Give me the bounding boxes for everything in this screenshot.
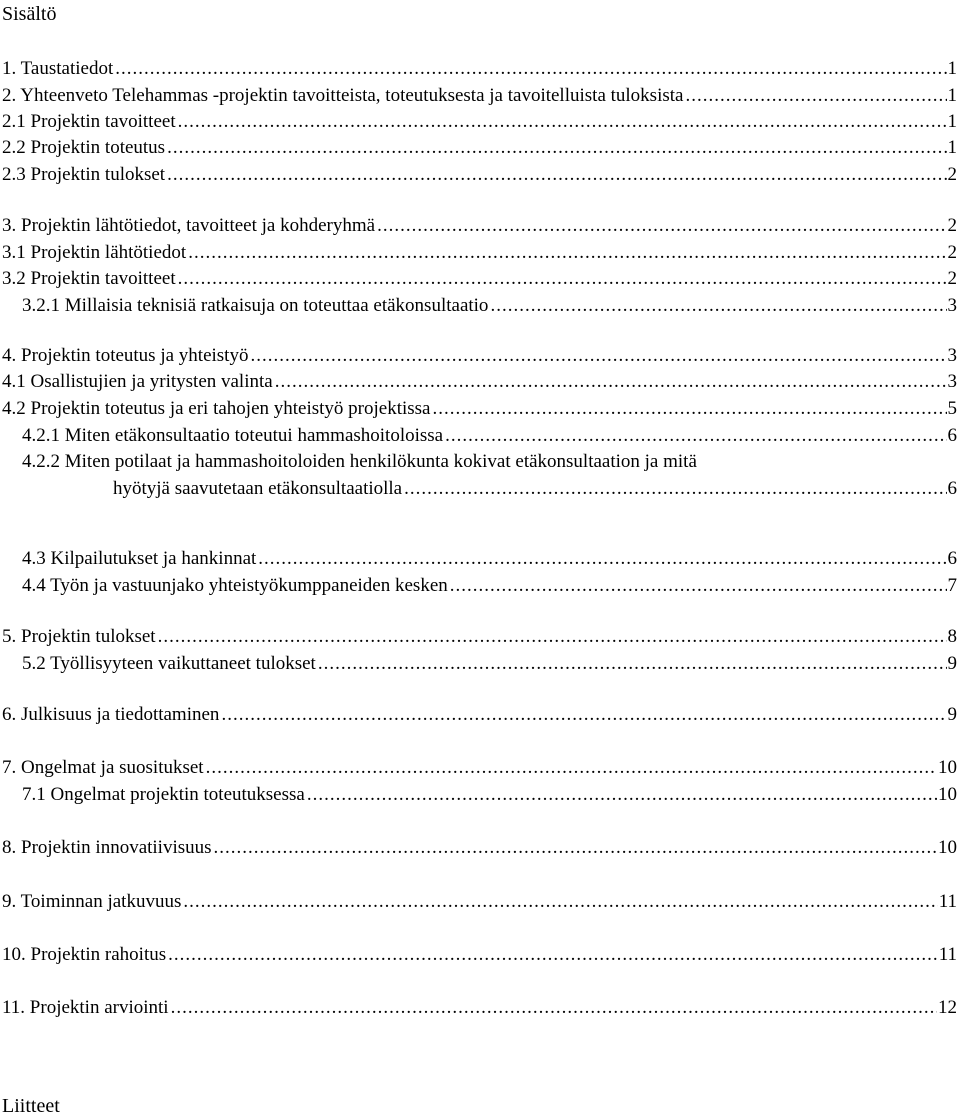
toc-entry-title: 3.2.1 Millaisia teknisiä ratkaisuja on toteuttaa etäkonsultaatio: [22, 295, 489, 316]
toc-entry-title: 4.2 Projektin toteutus ja eri tahojen yhteistyö projektissa: [2, 398, 431, 419]
toc-entry-title: 4.2.2 Miten potilaat ja hammashoitoloiden henkilökunta kokivat etäkonsultaation ja mitä: [22, 451, 697, 472]
toc-entry[interactable]: [2, 136, 957, 160]
dot-leader: [685, 84, 946, 108]
dot-leader: [490, 294, 946, 318]
toc-entry-page: 11: [938, 891, 957, 912]
toc-entry-page: 3: [947, 371, 957, 392]
toc-entry-title: 3. Projektin lähtötiedot, tavoitteet ja kohderyhmä: [2, 215, 376, 236]
toc-entry-page: 6: [947, 548, 957, 569]
toc-entry[interactable]: [2, 110, 957, 134]
dot-leader: [450, 574, 947, 598]
toc-entry-title: 1. Taustatiedot: [2, 58, 114, 79]
toc-entry[interactable]: [22, 783, 957, 807]
dot-leader: [167, 163, 946, 187]
toc-entry-page: 3: [947, 295, 957, 316]
dot-leader: [115, 57, 946, 81]
toc-entry[interactable]: [2, 163, 957, 187]
toc-entry-title: 9. Toiminnan jatkuvuus: [2, 891, 182, 912]
toc-entry-title: 10. Projektin rahoitus: [2, 944, 167, 965]
toc-entry-title: 8. Projektin innovatiivisuus: [2, 837, 212, 858]
toc-entry[interactable]: [22, 424, 957, 448]
dot-leader: [178, 267, 947, 291]
toc-entry[interactable]: [2, 703, 957, 727]
toc-entry[interactable]: [2, 344, 957, 368]
dot-leader: [168, 943, 938, 967]
toc-entry-page: 11: [938, 944, 957, 965]
toc-entry-title: 3.1 Projektin lähtötiedot: [2, 242, 187, 263]
toc-entry-page: 2: [947, 215, 957, 236]
dot-leader: [158, 625, 947, 649]
toc-entry-page: 9: [947, 653, 957, 674]
toc-entry-page: 1: [947, 111, 957, 132]
toc-entry[interactable]: [2, 267, 957, 291]
toc-entry[interactable]: [2, 756, 957, 780]
toc-entry-title: 5.2 Työllisyyteen vaikuttaneet tulokset: [22, 653, 316, 674]
dot-leader: [275, 370, 947, 394]
toc-entry-title: 11. Projektin arviointi: [2, 997, 169, 1018]
toc-entry-title: 4. Projektin toteutus ja yhteistyö: [2, 345, 249, 366]
toc-entry-page: 2: [947, 242, 957, 263]
dot-leader: [188, 241, 946, 265]
dot-leader: [404, 477, 946, 501]
dot-leader: [206, 756, 937, 780]
dot-leader: [171, 996, 937, 1020]
toc-entry[interactable]: [2, 943, 957, 967]
toc-entry-page: 10: [938, 784, 957, 805]
dot-leader: [221, 703, 946, 727]
toc-entry-title: 6. Julkisuus ja tiedottaminen: [2, 704, 220, 725]
toc-entry-page: 1: [947, 85, 957, 106]
dot-leader: [432, 397, 946, 421]
toc-entry-page: 9: [947, 704, 957, 725]
toc-entry-page: 2: [947, 164, 957, 185]
toc-entry-title: 2.3 Projektin tulokset: [2, 164, 166, 185]
toc-entry[interactable]: [2, 836, 957, 860]
toc-entry-title: 5. Projektin tulokset: [2, 626, 156, 647]
dot-leader: [377, 214, 946, 238]
toc-entry-page: 8: [947, 626, 957, 647]
toc-entry[interactable]: [2, 397, 957, 421]
toc-entry-page: 1: [947, 137, 957, 158]
toc-entry[interactable]: [2, 57, 957, 81]
dot-leader: [258, 547, 946, 571]
dot-leader: [178, 110, 947, 134]
toc-entry-page: 10: [938, 837, 957, 858]
toc-entry-page: 2: [947, 268, 957, 289]
toc-entry-title-continued: hyötyjä saavutetaan etäkonsultaatiolla: [113, 478, 403, 499]
toc-entry-title: 7. Ongelmat ja suositukset: [2, 757, 204, 778]
toc-entry[interactable]: [2, 890, 957, 914]
dot-leader: [183, 890, 937, 914]
toc-entry-page: 12: [938, 997, 957, 1018]
toc-entry-title: 4.3 Kilpailutukset ja hankinnat: [22, 548, 257, 569]
toc-entry[interactable]: [2, 84, 957, 108]
toc-entry[interactable]: [22, 574, 957, 598]
toc-entry-title: 2. Yhteenveto Telehammas -projektin tavoitteista, toteutuksesta ja tavoitelluista tuloksista: [2, 85, 684, 106]
dot-leader: [307, 783, 937, 807]
appendices-heading: Liitteet: [2, 1095, 60, 1117]
toc-entry-page: 5: [947, 398, 957, 419]
toc-entry[interactable]: [22, 652, 957, 676]
toc-entry[interactable]: [2, 241, 957, 265]
toc-entry-title: 2.1 Projektin tavoitteet: [2, 111, 176, 132]
toc-entry[interactable]: [22, 294, 957, 318]
toc-entry-title: 4.2.1 Miten etäkonsultaatio toteutui hammashoitoloissa: [22, 425, 444, 446]
toc-entry[interactable]: [2, 996, 957, 1020]
toc-entry-page: 3: [947, 345, 957, 366]
toc-entry-title: 3.2 Projektin tavoitteet: [2, 268, 176, 289]
dot-leader: [445, 424, 946, 448]
dot-leader: [214, 836, 937, 860]
toc-entry-title: 4.1 Osallistujien ja yritysten valinta: [2, 371, 273, 392]
toc-entry[interactable]: [2, 370, 957, 394]
toc-entry-title: 2.2 Projektin toteutus: [2, 137, 166, 158]
toc-entry-page: 6: [947, 425, 957, 446]
toc-entry[interactable]: [22, 547, 957, 571]
toc-entry-page: 6: [947, 478, 957, 499]
toc-entry[interactable]: [2, 625, 957, 649]
toc-entry-page: 1: [947, 58, 957, 79]
toc-entry-title: 7.1 Ongelmat projektin toteutuksessa: [22, 784, 305, 805]
dot-leader: [318, 652, 947, 676]
dot-leader: [167, 136, 946, 160]
toc-entry[interactable]: [2, 214, 957, 238]
toc-entry-title: 4.4 Työn ja vastuunjako yhteistyökumppaneiden kesken: [22, 575, 448, 596]
toc-entry-page: 7: [947, 575, 957, 596]
dot-leader: [250, 344, 946, 368]
toc-heading: Sisältö: [2, 3, 57, 25]
toc-entry-page: 10: [938, 757, 957, 778]
toc-entry[interactable]: [113, 477, 957, 501]
